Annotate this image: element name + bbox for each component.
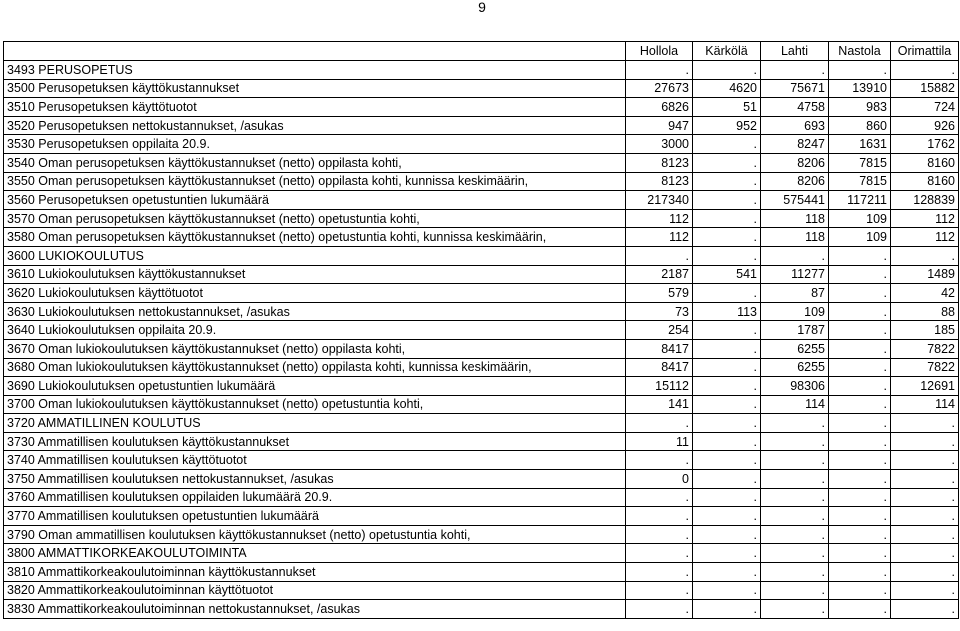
cell-orimattila: .	[891, 525, 959, 544]
cell-orimattila: .	[891, 507, 959, 526]
cell-karkola: .	[693, 395, 761, 414]
cell-nastola: .	[829, 488, 891, 507]
cell-nastola: 7815	[829, 172, 891, 191]
cell-label: 3560 Perusopetuksen opetustuntien lukumäärä	[4, 191, 626, 210]
cell-karkola: 4620	[693, 79, 761, 98]
cell-hollola: .	[626, 581, 693, 600]
table-row	[4, 339, 959, 358]
cell-karkola: .	[693, 488, 761, 507]
cell-lahti: .	[761, 600, 829, 619]
cell-lahti: 114	[761, 395, 829, 414]
table-row	[4, 488, 959, 507]
header-cell-hollola: Hollola	[626, 42, 693, 61]
table-row	[4, 451, 959, 470]
table-row	[4, 525, 959, 544]
table-row	[4, 377, 959, 396]
table-row	[4, 98, 959, 117]
cell-label: 3800 AMMATTIKORKEAKOULUTOIMINTA	[4, 544, 626, 563]
cell-label: 3770 Ammatillisen koulutuksen opetustuntien lukumäärä	[4, 507, 626, 526]
cell-label: 3580 Oman perusopetuksen käyttökustannukset (netto) opetustuntia kohti, kunnissa keskimäärin,	[4, 228, 626, 247]
cell-hollola: 217340	[626, 191, 693, 210]
cell-label: 3600 LUKIOKOULUTUS	[4, 246, 626, 265]
table-row	[4, 600, 959, 619]
cell-hollola: 73	[626, 302, 693, 321]
cell-nastola: .	[829, 395, 891, 414]
cell-hollola: 8123	[626, 172, 693, 191]
cell-label: 3690 Lukiokoulutuksen opetustuntien lukumäärä	[4, 377, 626, 396]
cell-karkola: .	[693, 414, 761, 433]
cell-lahti: 8206	[761, 153, 829, 172]
cell-lahti: .	[761, 581, 829, 600]
cell-nastola: 117211	[829, 191, 891, 210]
header-cell-nastola: Nastola	[829, 42, 891, 61]
cell-hollola: .	[626, 414, 693, 433]
cell-hollola: 8417	[626, 339, 693, 358]
cell-hollola: .	[626, 451, 693, 470]
cell-lahti: 6255	[761, 339, 829, 358]
cell-label: 3640 Lukiokoulutuksen oppilaita 20.9.	[4, 321, 626, 340]
cell-hollola: 141	[626, 395, 693, 414]
cell-karkola: .	[693, 135, 761, 154]
cell-orimattila: .	[891, 488, 959, 507]
cell-nastola: .	[829, 339, 891, 358]
cell-karkola: .	[693, 377, 761, 396]
cell-orimattila: .	[891, 563, 959, 582]
cell-orimattila: .	[891, 414, 959, 433]
table-row	[4, 191, 959, 210]
cell-lahti: 4758	[761, 98, 829, 117]
table-row	[4, 358, 959, 377]
cell-karkola: .	[693, 581, 761, 600]
table-row	[4, 153, 959, 172]
cell-orimattila: 12691	[891, 377, 959, 396]
cell-nastola: .	[829, 414, 891, 433]
cell-lahti: 1787	[761, 321, 829, 340]
table-row	[4, 209, 959, 228]
cell-lahti: 118	[761, 209, 829, 228]
cell-karkola: .	[693, 228, 761, 247]
cell-orimattila: 112	[891, 209, 959, 228]
cell-hollola: 27673	[626, 79, 693, 98]
cell-nastola: .	[829, 377, 891, 396]
cell-orimattila: .	[891, 61, 959, 80]
cell-nastola: .	[829, 563, 891, 582]
cell-karkola: .	[693, 600, 761, 619]
cell-nastola: 109	[829, 209, 891, 228]
cell-karkola: .	[693, 451, 761, 470]
cell-orimattila: .	[891, 544, 959, 563]
cell-karkola: .	[693, 339, 761, 358]
cell-nastola: .	[829, 358, 891, 377]
table-row	[4, 507, 959, 526]
table-row	[4, 61, 959, 80]
cell-lahti: .	[761, 470, 829, 489]
table-row	[4, 581, 959, 600]
cell-nastola: 7815	[829, 153, 891, 172]
cell-label: 3520 Perusopetuksen nettokustannukset, /asukas	[4, 116, 626, 135]
cell-orimattila: 7822	[891, 358, 959, 377]
cell-orimattila: 7822	[891, 339, 959, 358]
cell-lahti: 6255	[761, 358, 829, 377]
cell-nastola: .	[829, 432, 891, 451]
cell-lahti: 87	[761, 284, 829, 303]
cell-label: 3750 Ammatillisen koulutuksen nettokustannukset, /asukas	[4, 470, 626, 489]
cell-karkola: .	[693, 544, 761, 563]
cell-nastola: .	[829, 284, 891, 303]
cell-karkola: .	[693, 209, 761, 228]
cell-label: 3550 Oman perusopetuksen käyttökustannukset (netto) oppilasta kohti, kunnissa keskimäärin,	[4, 172, 626, 191]
header-cell-orimattila: Orimattila	[891, 42, 959, 61]
cell-orimattila: 185	[891, 321, 959, 340]
table-row	[4, 265, 959, 284]
cell-nastola: .	[829, 265, 891, 284]
cell-nastola: .	[829, 525, 891, 544]
cell-karkola: .	[693, 153, 761, 172]
page-number: 9	[478, 0, 486, 15]
cell-lahti: .	[761, 61, 829, 80]
header-row	[4, 42, 959, 61]
cell-nastola: .	[829, 302, 891, 321]
cell-hollola: 15112	[626, 377, 693, 396]
cell-karkola: .	[693, 246, 761, 265]
table-row	[4, 395, 959, 414]
cell-hollola: 0	[626, 470, 693, 489]
cell-orimattila: 114	[891, 395, 959, 414]
cell-nastola: 860	[829, 116, 891, 135]
cell-karkola: 541	[693, 265, 761, 284]
cell-orimattila: 112	[891, 228, 959, 247]
cell-label: 3790 Oman ammatillisen koulutuksen käyttökustannukset (netto) opetustuntia kohti,	[4, 525, 626, 544]
cell-lahti: .	[761, 507, 829, 526]
cell-nastola: 1631	[829, 135, 891, 154]
cell-nastola: 109	[829, 228, 891, 247]
cell-orimattila: 128839	[891, 191, 959, 210]
cell-nastola: .	[829, 507, 891, 526]
cell-lahti: 75671	[761, 79, 829, 98]
table-row	[4, 246, 959, 265]
cell-orimattila: .	[891, 432, 959, 451]
cell-lahti: .	[761, 414, 829, 433]
cell-orimattila: 8160	[891, 153, 959, 172]
cell-nastola: 983	[829, 98, 891, 117]
cell-lahti: .	[761, 432, 829, 451]
cell-karkola: 113	[693, 302, 761, 321]
cell-hollola: .	[626, 563, 693, 582]
cell-hollola: 8417	[626, 358, 693, 377]
cell-nastola: .	[829, 61, 891, 80]
table-row	[4, 414, 959, 433]
cell-nastola: 13910	[829, 79, 891, 98]
header-cell-lahti: Lahti	[761, 42, 829, 61]
cell-label: 3700 Oman lukiokoulutuksen käyttökustannukset (netto) opetustuntia kohti,	[4, 395, 626, 414]
cell-nastola: .	[829, 470, 891, 489]
cell-label: 3820 Ammattikorkeakoulutoiminnan käyttötuotot	[4, 581, 626, 600]
table-row	[4, 135, 959, 154]
cell-karkola: .	[693, 525, 761, 544]
table-body	[4, 61, 959, 619]
table-row	[4, 116, 959, 135]
table-row	[4, 544, 959, 563]
cell-hollola: 6826	[626, 98, 693, 117]
cell-lahti: 693	[761, 116, 829, 135]
cell-lahti: 8206	[761, 172, 829, 191]
cell-label: 3630 Lukiokoulutuksen nettokustannukset, /asukas	[4, 302, 626, 321]
cell-orimattila: .	[891, 600, 959, 619]
cell-orimattila: 1762	[891, 135, 959, 154]
cell-orimattila: 8160	[891, 172, 959, 191]
cell-label: 3680 Oman lukiokoulutuksen käyttökustannukset (netto) oppilasta kohti, kunnissa keskimäärin,	[4, 358, 626, 377]
cell-hollola: 8123	[626, 153, 693, 172]
table-row	[4, 228, 959, 247]
cell-hollola: 112	[626, 209, 693, 228]
cell-karkola: .	[693, 507, 761, 526]
cell-hollola: 3000	[626, 135, 693, 154]
header-cell-karkola: Kärkölä	[693, 42, 761, 61]
header-cell-label	[4, 42, 626, 61]
cell-orimattila: 42	[891, 284, 959, 303]
cell-label: 3720 AMMATILLINEN KOULUTUS	[4, 414, 626, 433]
cell-label: 3530 Perusopetuksen oppilaita 20.9.	[4, 135, 626, 154]
cell-orimattila: .	[891, 581, 959, 600]
table-header	[4, 42, 959, 61]
cell-label: 3620 Lukiokoulutuksen käyttötuotot	[4, 284, 626, 303]
cell-label: 3610 Lukiokoulutuksen käyttökustannukset	[4, 265, 626, 284]
cell-lahti: .	[761, 246, 829, 265]
cell-label: 3500 Perusopetuksen käyttökustannukset	[4, 79, 626, 98]
cell-orimattila: 15882	[891, 79, 959, 98]
table-row	[4, 79, 959, 98]
cell-hollola: 254	[626, 321, 693, 340]
cell-label: 3810 Ammattikorkeakoulutoiminnan käyttökustannukset	[4, 563, 626, 582]
cell-nastola: .	[829, 321, 891, 340]
cell-hollola: .	[626, 600, 693, 619]
cell-lahti: .	[761, 563, 829, 582]
cell-lahti: 11277	[761, 265, 829, 284]
table-row	[4, 284, 959, 303]
cell-hollola: .	[626, 246, 693, 265]
cell-karkola: .	[693, 470, 761, 489]
cell-karkola: .	[693, 563, 761, 582]
table-row	[4, 321, 959, 340]
cell-label: 3540 Oman perusopetuksen käyttökustannukset (netto) oppilasta kohti,	[4, 153, 626, 172]
cell-karkola: 952	[693, 116, 761, 135]
cell-lahti: 118	[761, 228, 829, 247]
cell-orimattila: .	[891, 470, 959, 489]
cell-karkola: .	[693, 284, 761, 303]
cell-hollola: .	[626, 61, 693, 80]
cell-hollola: .	[626, 488, 693, 507]
cell-hollola: .	[626, 525, 693, 544]
cell-nastola: .	[829, 451, 891, 470]
cell-karkola: .	[693, 172, 761, 191]
cell-lahti: 109	[761, 302, 829, 321]
cell-orimattila: .	[891, 246, 959, 265]
cell-hollola: 2187	[626, 265, 693, 284]
cell-nastola: .	[829, 246, 891, 265]
cell-hollola: 579	[626, 284, 693, 303]
cell-lahti: 575441	[761, 191, 829, 210]
cell-label: 3510 Perusopetuksen käyttötuotot	[4, 98, 626, 117]
cell-nastola: .	[829, 600, 891, 619]
table-row	[4, 302, 959, 321]
cell-label: 3570 Oman perusopetuksen käyttökustannukset (netto) opetustuntia kohti,	[4, 209, 626, 228]
cell-label: 3740 Ammatillisen koulutuksen käyttötuotot	[4, 451, 626, 470]
cell-karkola: .	[693, 432, 761, 451]
cell-hollola: 11	[626, 432, 693, 451]
cell-hollola: .	[626, 507, 693, 526]
cell-lahti: .	[761, 544, 829, 563]
cell-lahti: .	[761, 525, 829, 544]
cell-orimattila: 926	[891, 116, 959, 135]
cell-label: 3670 Oman lukiokoulutuksen käyttökustannukset (netto) oppilasta kohti,	[4, 339, 626, 358]
cell-karkola: .	[693, 61, 761, 80]
cell-lahti: 98306	[761, 377, 829, 396]
cell-label: 3730 Ammatillisen koulutuksen käyttökustannukset	[4, 432, 626, 451]
statistics-table	[3, 41, 959, 619]
cell-label: 3493 PERUSOPETUS	[4, 61, 626, 80]
cell-karkola: .	[693, 358, 761, 377]
cell-orimattila: 1489	[891, 265, 959, 284]
table-row	[4, 432, 959, 451]
cell-orimattila: 724	[891, 98, 959, 117]
table-row	[4, 563, 959, 582]
cell-lahti: .	[761, 488, 829, 507]
cell-orimattila: .	[891, 451, 959, 470]
cell-orimattila: 88	[891, 302, 959, 321]
cell-nastola: .	[829, 581, 891, 600]
cell-karkola: .	[693, 321, 761, 340]
cell-hollola: 947	[626, 116, 693, 135]
cell-lahti: 8247	[761, 135, 829, 154]
cell-hollola: .	[626, 544, 693, 563]
cell-karkola: 51	[693, 98, 761, 117]
cell-hollola: 112	[626, 228, 693, 247]
table-row	[4, 470, 959, 489]
cell-nastola: .	[829, 544, 891, 563]
table-row	[4, 172, 959, 191]
cell-lahti: .	[761, 451, 829, 470]
cell-label: 3830 Ammattikorkeakoulutoiminnan nettokustannukset, /asukas	[4, 600, 626, 619]
cell-karkola: .	[693, 191, 761, 210]
cell-label: 3760 Ammatillisen koulutuksen oppilaiden lukumäärä 20.9.	[4, 488, 626, 507]
